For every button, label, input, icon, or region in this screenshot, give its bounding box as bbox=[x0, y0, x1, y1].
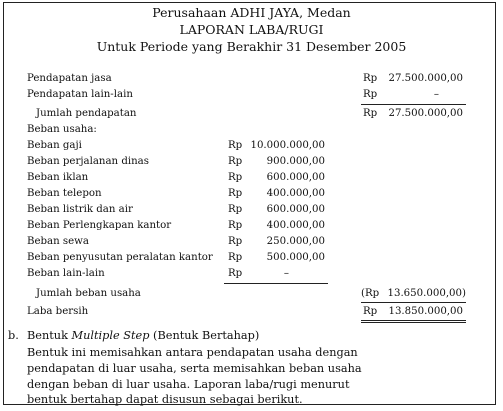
total-expense-amount: 13.650.000,00) bbox=[387, 288, 466, 299]
total-revenue-currency: Rp bbox=[363, 108, 378, 119]
revenue-currency: Rp bbox=[363, 73, 378, 84]
expense-currency: Rp bbox=[228, 268, 243, 279]
expense-label: Beban telepon bbox=[27, 188, 102, 199]
net-income-label: Laba bersih bbox=[27, 306, 89, 317]
net-income-currency: Rp bbox=[363, 306, 378, 317]
section-paragraph-line: dengan beban di luar usaha. Laporan laba/rugi menurut bbox=[27, 378, 350, 391]
section-paragraph-line: Bentuk ini memisahkan antara pendapatan usaha dengan bbox=[27, 346, 358, 359]
expense-label: Beban iklan bbox=[27, 172, 89, 183]
section-marker: b. bbox=[8, 329, 19, 342]
underline-rule bbox=[361, 104, 466, 105]
expense-currency: Rp bbox=[228, 252, 243, 263]
expense-currency: Rp bbox=[228, 188, 243, 199]
section-paragraph-line: pendapatan di luar usaha, serta memisahkan beban usaha bbox=[27, 362, 362, 375]
section-title: Bentuk Multiple Step (Bentuk Bertahap) bbox=[27, 329, 260, 342]
expense-heading: Beban usaha: bbox=[27, 124, 97, 135]
revenue-label: Pendapatan lain-lain bbox=[27, 89, 133, 100]
expense-amount: 10.000.000,00 bbox=[250, 140, 325, 151]
expense-amount: 400.000,00 bbox=[266, 220, 325, 231]
expense-currency: Rp bbox=[228, 204, 243, 215]
underline-rule bbox=[224, 283, 328, 284]
expense-amount: 900.000,00 bbox=[266, 156, 325, 167]
expense-amount: 600.000,00 bbox=[266, 204, 325, 215]
revenue-currency: Rp bbox=[363, 89, 378, 100]
expense-amount: 500.000,00 bbox=[266, 252, 325, 263]
total-revenue-amount: 27.500.000,00 bbox=[388, 108, 463, 119]
expense-label: Beban perjalanan dinas bbox=[27, 156, 149, 167]
revenue-amount: – bbox=[433, 89, 439, 100]
expense-amount: 250.000,00 bbox=[266, 236, 325, 247]
expense-label: Beban listrik dan air bbox=[27, 204, 133, 215]
total-expense-label: Jumlah beban usaha bbox=[36, 288, 141, 299]
section-paragraph-line: bentuk bertahap dapat disusun sebagai berikut. bbox=[27, 393, 303, 406]
expense-amount: 600.000,00 bbox=[266, 172, 325, 183]
net-income-amount: 13.850.000,00 bbox=[388, 306, 463, 317]
underline-rule bbox=[361, 302, 466, 303]
double-underline-rule bbox=[361, 322, 466, 323]
revenue-label: Pendapatan jasa bbox=[27, 73, 112, 84]
report-period: Untuk Periode yang Berakhir 31 Desember 2005 bbox=[96, 39, 407, 54]
revenue-amount: 27.500.000,00 bbox=[388, 73, 463, 84]
report-title: LAPORAN LABA/RUGI bbox=[179, 22, 324, 37]
expense-label: Beban penyusutan peralatan kantor bbox=[27, 252, 213, 263]
expense-currency: Rp bbox=[228, 156, 243, 167]
expense-label: Beban gaji bbox=[27, 140, 82, 151]
expense-currency: Rp bbox=[228, 220, 243, 231]
total-revenue-label: Jumlah pendapatan bbox=[36, 108, 137, 119]
company-name: Perusahaan ADHI JAYA, Medan bbox=[152, 5, 351, 20]
total-expense-currency: (Rp bbox=[361, 288, 380, 299]
expense-currency: Rp bbox=[228, 236, 243, 247]
expense-label: Beban sewa bbox=[27, 236, 89, 247]
double-underline-rule bbox=[361, 320, 466, 321]
expense-amount: 400.000,00 bbox=[266, 188, 325, 199]
expense-label: Beban Perlengkapan kantor bbox=[27, 220, 172, 231]
expense-amount: – bbox=[283, 268, 289, 279]
expense-label: Beban lain-lain bbox=[27, 268, 105, 279]
expense-currency: Rp bbox=[228, 172, 243, 183]
expense-currency: Rp bbox=[228, 140, 243, 151]
